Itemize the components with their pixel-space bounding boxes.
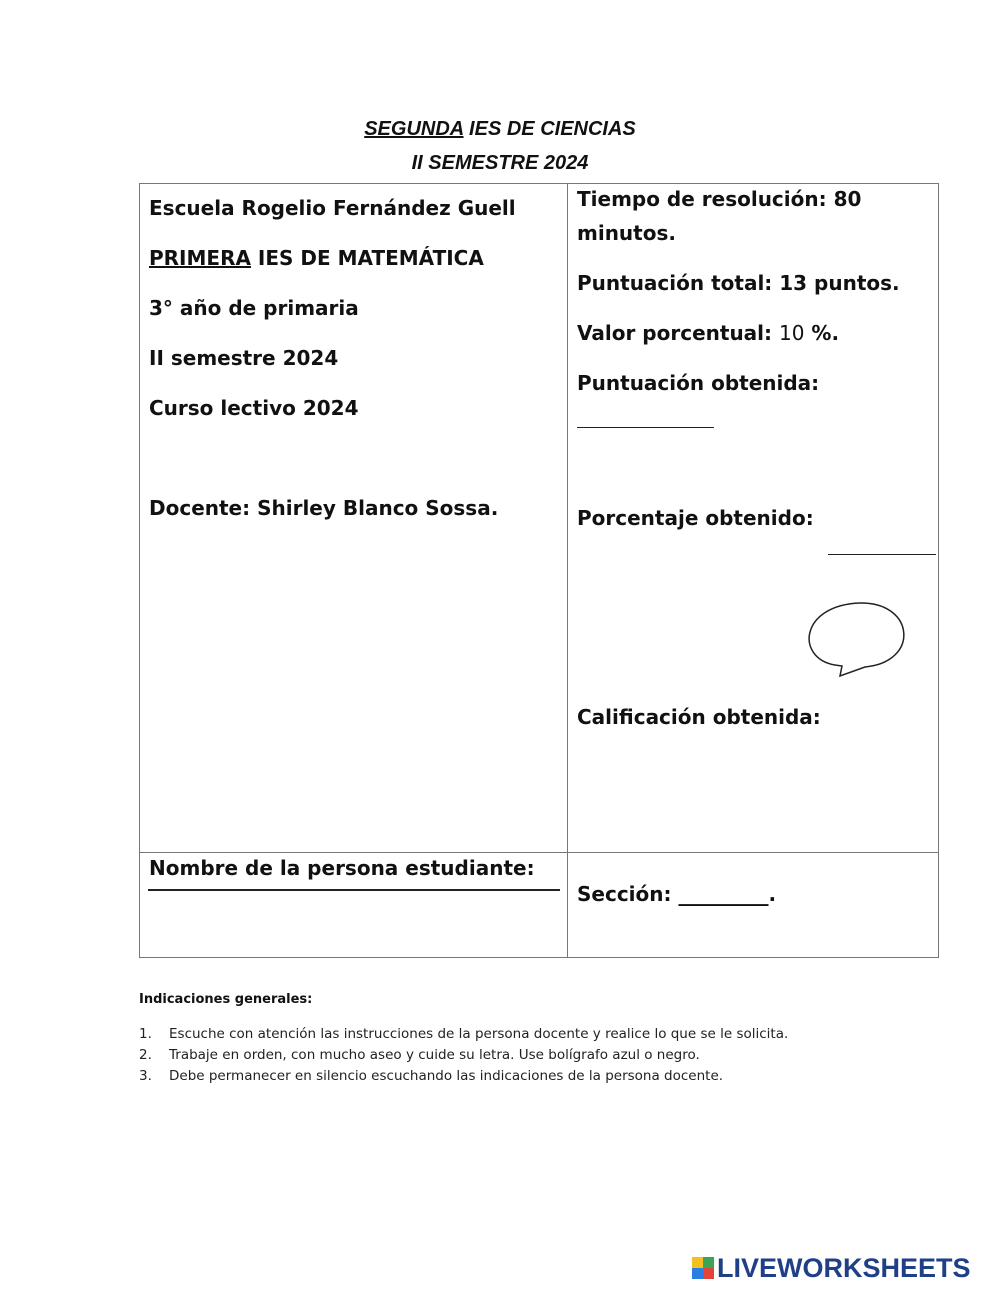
instruction-number: 2. <box>139 1047 152 1063</box>
course-year: Curso lectivo 2024 <box>149 396 359 420</box>
instruction-item <box>139 1045 788 1066</box>
student-name-blank[interactable] <box>148 889 560 891</box>
exam-name-rest: IES DE MATEMÁTICA <box>250 246 484 270</box>
exam-title-emphasis: SEGUNDA <box>364 118 464 140</box>
instructions-list <box>139 1024 788 1087</box>
percent-value <box>577 321 839 345</box>
student-name-cell <box>140 853 568 958</box>
grade-level: 3° año de primaria <box>149 296 359 320</box>
speech-bubble-outline <box>809 603 904 676</box>
instruction-text: Debe permanecer en silencio escuchando las indicaciones de la persona docente. <box>169 1068 724 1084</box>
percent-value-suffix: %. <box>804 321 840 345</box>
exam-title <box>0 118 1000 141</box>
obtained-points-blank[interactable] <box>577 427 714 428</box>
exam-info-table <box>139 183 939 958</box>
teacher-name: Docente: Shirley Blanco Sossa. <box>149 496 499 520</box>
obtained-percent-blank[interactable] <box>828 554 936 555</box>
instruction-item <box>139 1024 788 1045</box>
instructions-title: Indicaciones generales: <box>139 992 313 1007</box>
instruction-item <box>139 1066 788 1087</box>
instruction-number: 3. <box>139 1068 152 1084</box>
section-cell <box>568 853 939 958</box>
obtained-points-label: Puntuación obtenida: <box>577 371 820 395</box>
total-points: Puntuación total: 13 puntos. <box>577 271 900 295</box>
instruction-number: 1. <box>139 1026 152 1042</box>
instruction-text: Trabaje en orden, con mucho aseo y cuide su letra. Use bolígrafo azul o negro. <box>169 1047 700 1063</box>
percent-value-label: Valor porcentual: <box>577 321 779 345</box>
exam-name-emphasis: PRIMERA <box>149 246 251 270</box>
exam-subtitle: II SEMESTRE 2024 <box>411 152 589 174</box>
instruction-text: Escuche con atención las instrucciones de la persona docente y realice lo que se le solicita. <box>169 1026 789 1042</box>
exam-title-rest: IES DE CIENCIAS <box>463 118 636 140</box>
school-name: Escuela Rogelio Fernández Guell <box>149 196 516 220</box>
obtained-grade-label: Calificación obtenida: <box>577 705 821 729</box>
obtained-percent-label: Porcentaje obtenido: <box>577 506 814 530</box>
liveworksheets-logo-text: LIVEWORKSHEETS <box>717 1252 971 1283</box>
semester: II semestre 2024 <box>149 346 339 370</box>
liveworksheets-logo <box>692 1253 971 1283</box>
school-info-cell <box>140 184 568 853</box>
section-label: Sección: _________. <box>577 882 777 906</box>
grade-speech-bubble[interactable] <box>670 600 920 690</box>
scoring-info-cell <box>568 184 939 853</box>
percent-value-number: 10 <box>779 321 805 345</box>
resolution-time-unit: minutos. <box>577 221 676 245</box>
exam-name <box>149 246 484 270</box>
resolution-time: Tiempo de resolución: 80 <box>577 187 862 211</box>
liveworksheets-logo-icon <box>692 1257 714 1279</box>
student-name-label: Nombre de la persona estudiante: <box>149 856 535 880</box>
